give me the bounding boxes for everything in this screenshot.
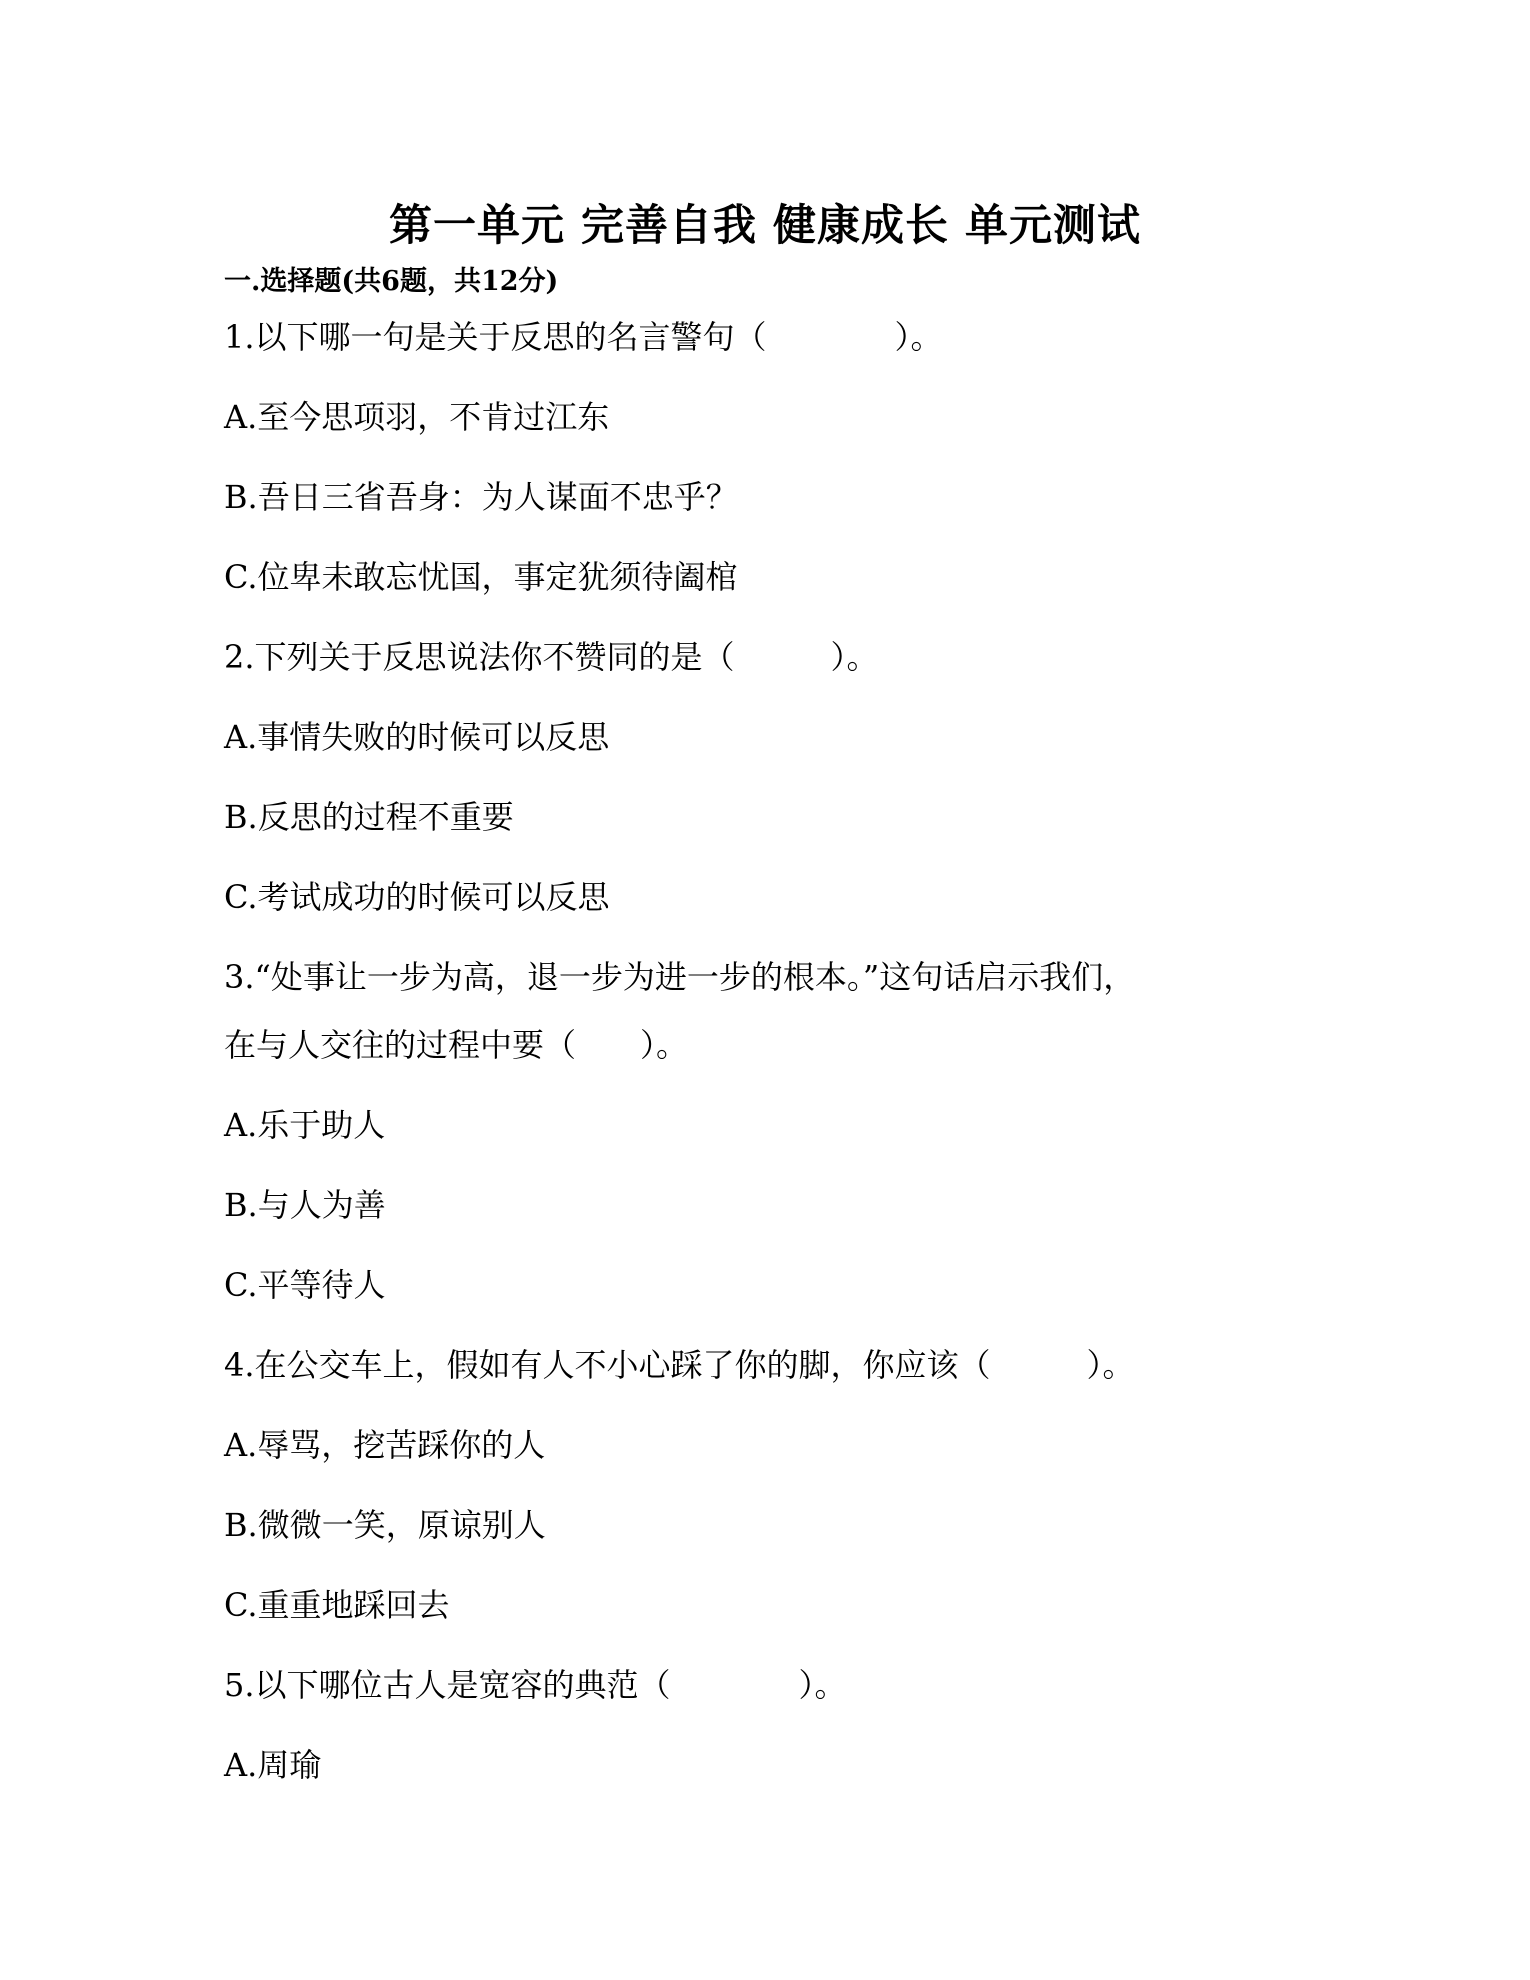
section-heading: 一.选择题(共6题，共12分) — [224, 266, 559, 297]
question-2-option-b: B.反思的过程不重要 — [224, 798, 514, 836]
question-3-option-b: B.与人为善 — [224, 1186, 386, 1224]
question-4: 4.在公交车上，假如有人不小心踩了你的脚，你应该（ ）。 — [224, 1346, 1135, 1384]
question-4-option-b: B.微微一笑，原谅别人 — [224, 1506, 546, 1544]
question-4-option-a: A.辱骂，挖苦踩你的人 — [224, 1426, 546, 1464]
question-5-option-a: A.周瑜 — [224, 1746, 322, 1784]
question-1: 1.以下哪一句是关于反思的名言警句（ ）。 — [224, 318, 943, 356]
question-3-option-a: A.乐于助人 — [224, 1106, 386, 1144]
question-1-option-b: B.吾日三省吾身：为人谋面不忠乎？ — [224, 478, 738, 516]
question-2-option-a: A.事情失败的时候可以反思 — [224, 718, 610, 756]
question-3-line-2: 在与人交往的过程中要（ ）。 — [224, 1026, 689, 1064]
question-5: 5.以下哪位古人是宽容的典范（ ）。 — [224, 1666, 847, 1704]
question-3-option-c: C.平等待人 — [224, 1266, 386, 1304]
question-2: 2.下列关于反思说法你不赞同的是（ ）。 — [224, 638, 879, 676]
question-2-option-c: C.考试成功的时候可以反思 — [224, 878, 610, 916]
document-title: 第一单元 完善自我 健康成长 单元测试 — [389, 201, 1141, 251]
question-4-option-c: C.重重地踩回去 — [224, 1586, 450, 1624]
question-3-line-1: 3.“处事让一步为高，退一步为进一步的根本。”这句话启示我们， — [224, 958, 1136, 996]
question-1-option-c: C.位卑未敢忘忧国，事定犹须待阖棺 — [224, 558, 738, 596]
question-1-option-a: A.至今思项羽，不肯过江东 — [224, 398, 610, 436]
